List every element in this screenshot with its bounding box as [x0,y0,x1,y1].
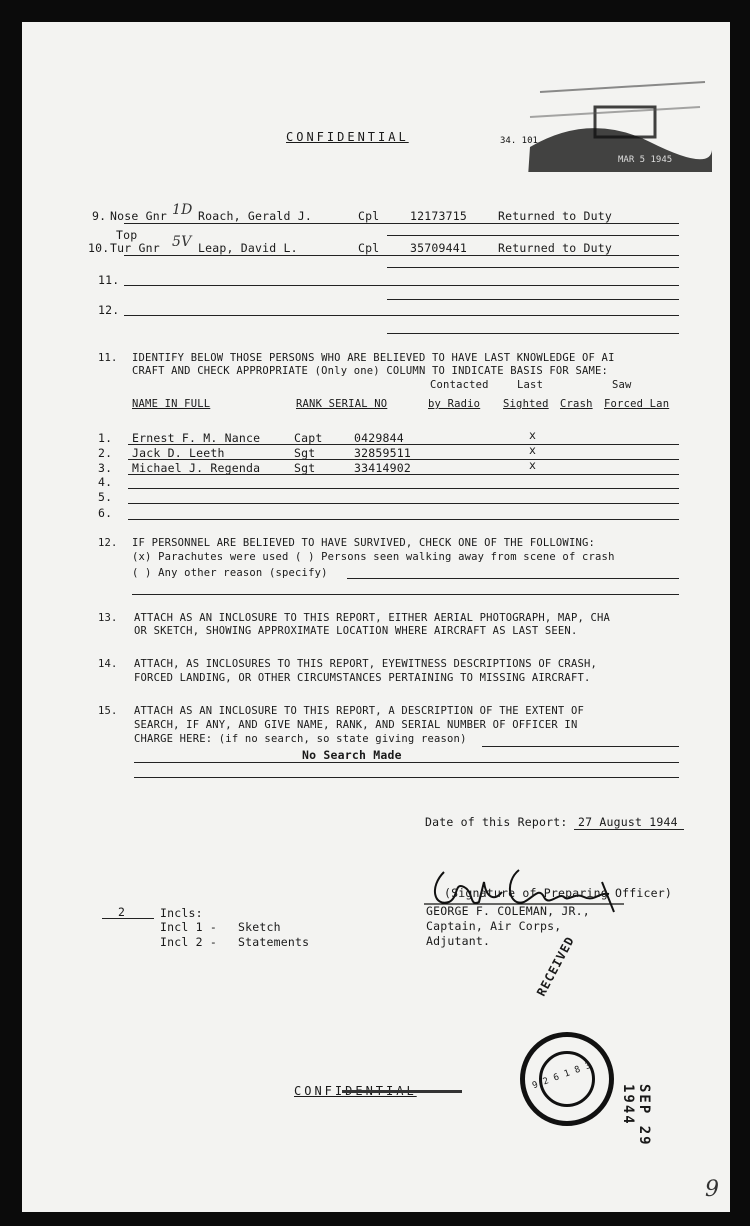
witness-num: 2. [98,446,113,460]
crew-name: Roach, Gerald J. [198,209,312,223]
incl-rule [102,918,154,919]
witness-rule [128,488,679,489]
survival-rule [132,594,679,595]
signature-label: (Signature of Preparing Officer) [444,886,672,900]
witness-num: 6. [98,506,113,520]
witness-num: 1. [98,431,113,445]
section-number: 15. [98,705,118,717]
witness-mark: x [529,443,537,457]
column-header: Last [517,379,544,391]
witness-mark: x [529,428,537,442]
witness-rank: Sgt [294,461,316,475]
incl-count: 2 [118,905,126,919]
officer-rank: Captain, Air Corps, [426,919,562,933]
section-text: OR SKETCH, SHOWING APPROXIMATE LOCATION WHERE AIRCRAFT AS LAST SEEN. [134,625,578,637]
section-number: 14. [98,658,118,670]
crew-initials: 5V [172,234,192,250]
search-rule [134,762,679,763]
bottom-title: CONFIDENTIAL [294,1084,417,1098]
witness-rule [128,459,679,460]
column-header: by Radio [428,398,481,410]
section-number: 13. [98,612,118,624]
witness-rule [128,474,679,475]
column-header: Sighted [503,398,549,410]
witness-name: Jack D. Leeth [132,446,225,460]
section-number: 12. [98,537,118,549]
crew-position-top: Top [116,228,138,242]
strike-through [342,1090,462,1093]
section-text: CRAFT AND CHECK APPROPRIATE (Only one) COLUMN TO INDICATE BASIS FOR SAME: [132,365,609,377]
classification-stamp-smudge [500,52,715,172]
column-header: RANK SERIAL NO [296,398,388,410]
search-rule [134,777,679,778]
seal-serial: 9 2 6 1 8 3 [531,1060,593,1092]
crew-rank: Cpl [358,209,380,223]
incl-item-value: Statements [238,935,310,949]
section-text: ATTACH AS AN INCLOSURE TO THIS REPORT, EITHER AERIAL PHOTOGRAPH, MAP, CHA [134,612,611,624]
survival-options: (x) Parachutes were used ( ) Persons seen walking away from scene of crash [132,551,615,563]
crew-rule [124,223,679,224]
section-text: ATTACH, AS INCLOSURES TO THIS REPORT, EYEWITNESS DESCRIPTIONS OF CRASH, [134,658,598,670]
crew-rule [124,255,679,256]
witness-num: 5. [98,490,113,504]
crew-rank: Cpl [358,241,380,255]
incl-item-label: Incl 2 - [160,935,217,949]
crew-status: Returned to Duty [498,209,612,223]
crew-rule [387,333,679,334]
crew-rule [124,285,679,286]
witness-serial: 0429844 [354,431,404,445]
incl-label: Incls: [160,906,203,920]
witness-serial: 33414902 [354,461,411,475]
crew-serial: 35709441 [410,241,467,255]
witness-rule [128,503,679,504]
witness-rule [128,519,679,520]
crew-num: 11. [98,273,120,287]
witness-rank: Sgt [294,446,316,460]
section-text: ATTACH AS AN INCLOSURE TO THIS REPORT, A DESCRIPTION OF THE EXTENT OF [134,705,584,717]
section-number: 11. [98,352,118,364]
crew-num: 10. [88,241,110,255]
section-text: IDENTIFY BELOW THOSE PERSONS WHO ARE BELIEVED TO HAVE LAST KNOWLEDGE OF AI [132,352,615,364]
crew-rule [387,299,679,300]
section-text: FORCED LANDING, OR OTHER CIRCUMSTANCES PERTAINING TO MISSING AIRCRAFT. [134,672,591,684]
survival-rule [347,578,679,579]
received-seal [520,1032,614,1126]
crew-rule [124,315,679,316]
received-date: SEP 29 1944 [620,1084,652,1147]
officer-name: GEORGE F. COLEMAN, JR., [426,904,590,918]
crew-status: Returned to Duty [498,241,612,255]
witness-num: 3. [98,461,113,475]
received-stamp-label: RECEIVED [534,933,578,999]
section-text: CHARGE HERE: (if no search, so state giving reason) [134,733,467,745]
witness-name: Michael J. Regenda [132,461,261,475]
witness-rank: Capt [294,431,323,445]
crew-name: Leap, David L. [198,241,298,255]
incl-item-value: Sketch [238,920,281,934]
incl-item-label: Incl 1 - [160,920,217,934]
survival-other: ( ) Any other reason (specify) [132,567,328,579]
crew-num: 9. [92,209,107,223]
crew-position: Tur Gnr [110,241,160,255]
date-label: Date of this Report: [425,815,568,829]
stamp-text-2: MAR 5 1945 [618,155,673,165]
crew-serial: 12173715 [410,209,467,223]
witness-name: Ernest F. M. Nance [132,431,261,445]
crew-rule [387,235,679,236]
section-text: IF PERSONNEL ARE BELIEVED TO HAVE SURVIVED, CHECK ONE OF THE FOLLOWING: [132,537,596,549]
classification-stamp [500,52,715,172]
date-rule [574,829,684,830]
crew-rule [387,267,679,268]
document-page [22,22,730,1212]
report-date: 27 August 1944 [578,815,678,829]
column-header: Saw [612,379,632,391]
page-title: CONFIDENTIAL [286,130,409,144]
witness-serial: 32859511 [354,446,411,460]
column-header: Contacted [430,379,489,391]
witness-num: 4. [98,475,113,489]
search-answer: No Search Made [302,748,402,762]
witness-mark: x [529,458,537,472]
crew-position: Nose Gnr [110,209,167,223]
stamp-text-1: 34. 101 [500,136,538,146]
column-header: NAME IN FULL [132,398,211,410]
officer-title: Adjutant. [426,934,491,948]
search-rule [482,746,679,747]
crew-num: 12. [98,303,120,317]
witness-rule [128,444,679,445]
section-text: SEARCH, IF ANY, AND GIVE NAME, RANK, AND SERIAL NUMBER OF OFFICER IN [134,719,578,731]
column-header: Crash [560,398,593,410]
crew-initials: 1D [172,202,193,218]
column-header: Forced Lan [604,398,670,410]
page-number: 9 [705,1177,719,1202]
